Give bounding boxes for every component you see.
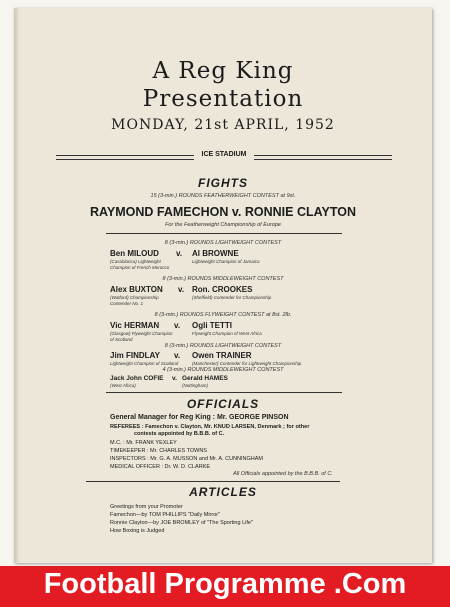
bout-caption: 8 (3-min.) ROUNDS LIGHTWEIGHT CONTEST bbox=[164, 240, 282, 246]
inspectors: INSPECTORS : Mr. G. A. MUSSON and Mr. A. CUNNINGHAM bbox=[110, 456, 264, 462]
boxer-left-info: Lightweight Champion of Scotland bbox=[110, 361, 179, 366]
boxer-right-info: Lightweight Champion of Jamaica bbox=[192, 259, 260, 264]
article-item: Ronnie Clayton—by JOE BROMLEY of "The Sporting Life" bbox=[110, 520, 253, 526]
main-bout-subtitle: For the Featherweight Championship of Europe bbox=[165, 222, 281, 228]
divider bbox=[106, 392, 342, 393]
versus: v. bbox=[178, 285, 185, 294]
timekeeper: TIMEKEEPER : Mr. CHARLES TOWNS bbox=[110, 448, 207, 454]
event-date: MONDAY, 21st APRIL, 1952 bbox=[111, 117, 335, 133]
article-item: Famechon—by TOM PHILLIPS "Daily Mirror" bbox=[110, 512, 221, 518]
venue-label: ICE STADIUM bbox=[201, 151, 247, 158]
boxer-right: Ron. CROOKES bbox=[192, 285, 253, 294]
referees-line-2: contests appointed by B.B.B. of C. bbox=[134, 431, 225, 437]
officials-note: All Officials appointed by the B.B.B. of C. bbox=[233, 471, 333, 477]
bout-caption: 4 (3-min.) ROUNDS MIDDLEWEIGHT CONTEST bbox=[162, 367, 284, 373]
boxer-left: Jim FINDLAY bbox=[110, 351, 160, 360]
versus: v. bbox=[174, 351, 181, 360]
boxer-right: Owen TRAINER bbox=[192, 351, 252, 360]
officials-heading: OFFICIALS bbox=[186, 397, 260, 411]
boxer-right-info: (Sheffield) Contender for Championship bbox=[192, 295, 272, 300]
venue-rule bbox=[14, 150, 432, 164]
boxer-left-info: (Watford) Championship Contender No. 1 bbox=[110, 295, 159, 306]
boxer-right: Gerald HAMES bbox=[182, 375, 228, 382]
boxer-left-info: (Glasgow) Flyweight Champion of Scotland bbox=[110, 331, 173, 342]
divider bbox=[86, 481, 340, 482]
boxer-left: Vic HERMAN bbox=[110, 321, 160, 330]
versus: v. bbox=[176, 249, 183, 258]
venue-rule-right bbox=[254, 155, 392, 160]
medical-officer: MEDICAL OFFICER : Dr. W. D. CLARKE bbox=[110, 464, 211, 470]
boxer-left: Ben MILOUD bbox=[110, 249, 159, 258]
boxer-right: Al BROWNE bbox=[192, 249, 239, 258]
main-bout-caption: 15 (3-min.) ROUNDS FEATHERWEIGHT CONTEST at 9st. bbox=[150, 193, 296, 199]
programme-page bbox=[14, 8, 432, 563]
title-line-2: Presentation bbox=[142, 86, 304, 112]
bout-caption: 8 (3-min.) ROUNDS FLYWEIGHT CONTEST at 8st. 2lb. bbox=[154, 312, 292, 318]
boxer-right-info: (Nottingham) bbox=[182, 383, 209, 388]
versus: v. bbox=[174, 321, 181, 330]
versus: v. bbox=[172, 375, 177, 382]
article-item: Greetings from your Promoter bbox=[110, 504, 183, 510]
main-bout: RAYMOND FAMECHON v. RONNIE CLAYTON bbox=[89, 205, 356, 219]
venue-rule-left bbox=[56, 155, 194, 160]
boxer-left: Jack John COFIE bbox=[110, 375, 164, 382]
boxer-right: Ogli TETTI bbox=[192, 321, 232, 330]
fights-heading: FIGHTS bbox=[198, 176, 248, 190]
mc: M.C. : Mr. FRANK YEXLEY bbox=[110, 440, 177, 446]
divider bbox=[106, 233, 342, 234]
article-item: How Boxing is Judged bbox=[110, 528, 165, 534]
boxer-left-info: (Casablanca) Lightweight Champion of French Morocco bbox=[110, 259, 170, 270]
watermark-banner bbox=[0, 566, 450, 607]
general-manager: General Manager for Reg King : Mr. GEORGE PINSON bbox=[110, 414, 289, 421]
boxer-left: Alex BUXTON bbox=[110, 285, 163, 294]
boxer-right-info: (Manchester) Contender for Lightweight Championship bbox=[192, 361, 302, 366]
bout-caption: 8 (3-min.) ROUNDS LIGHTWEIGHT CONTEST bbox=[164, 343, 282, 349]
bout-caption: 8 (3-min.) ROUNDS MIDDLEWEIGHT CONTEST bbox=[162, 276, 284, 282]
boxer-left-info: (West Africa) bbox=[110, 383, 136, 388]
bout-row bbox=[110, 249, 370, 279]
articles-heading: ARTICLES bbox=[189, 485, 257, 499]
banner-text: Football Programme .Com bbox=[43, 568, 407, 600]
referees-line-1: REFEREES : Famechon v. Clayton, Mr. KNUD LARSEN, Denmark ; for other bbox=[110, 424, 310, 430]
boxer-right-info: Flyweight Champion of West Africa bbox=[192, 331, 262, 336]
bout-row bbox=[110, 285, 370, 315]
title-line-1: A Reg King bbox=[152, 58, 294, 84]
